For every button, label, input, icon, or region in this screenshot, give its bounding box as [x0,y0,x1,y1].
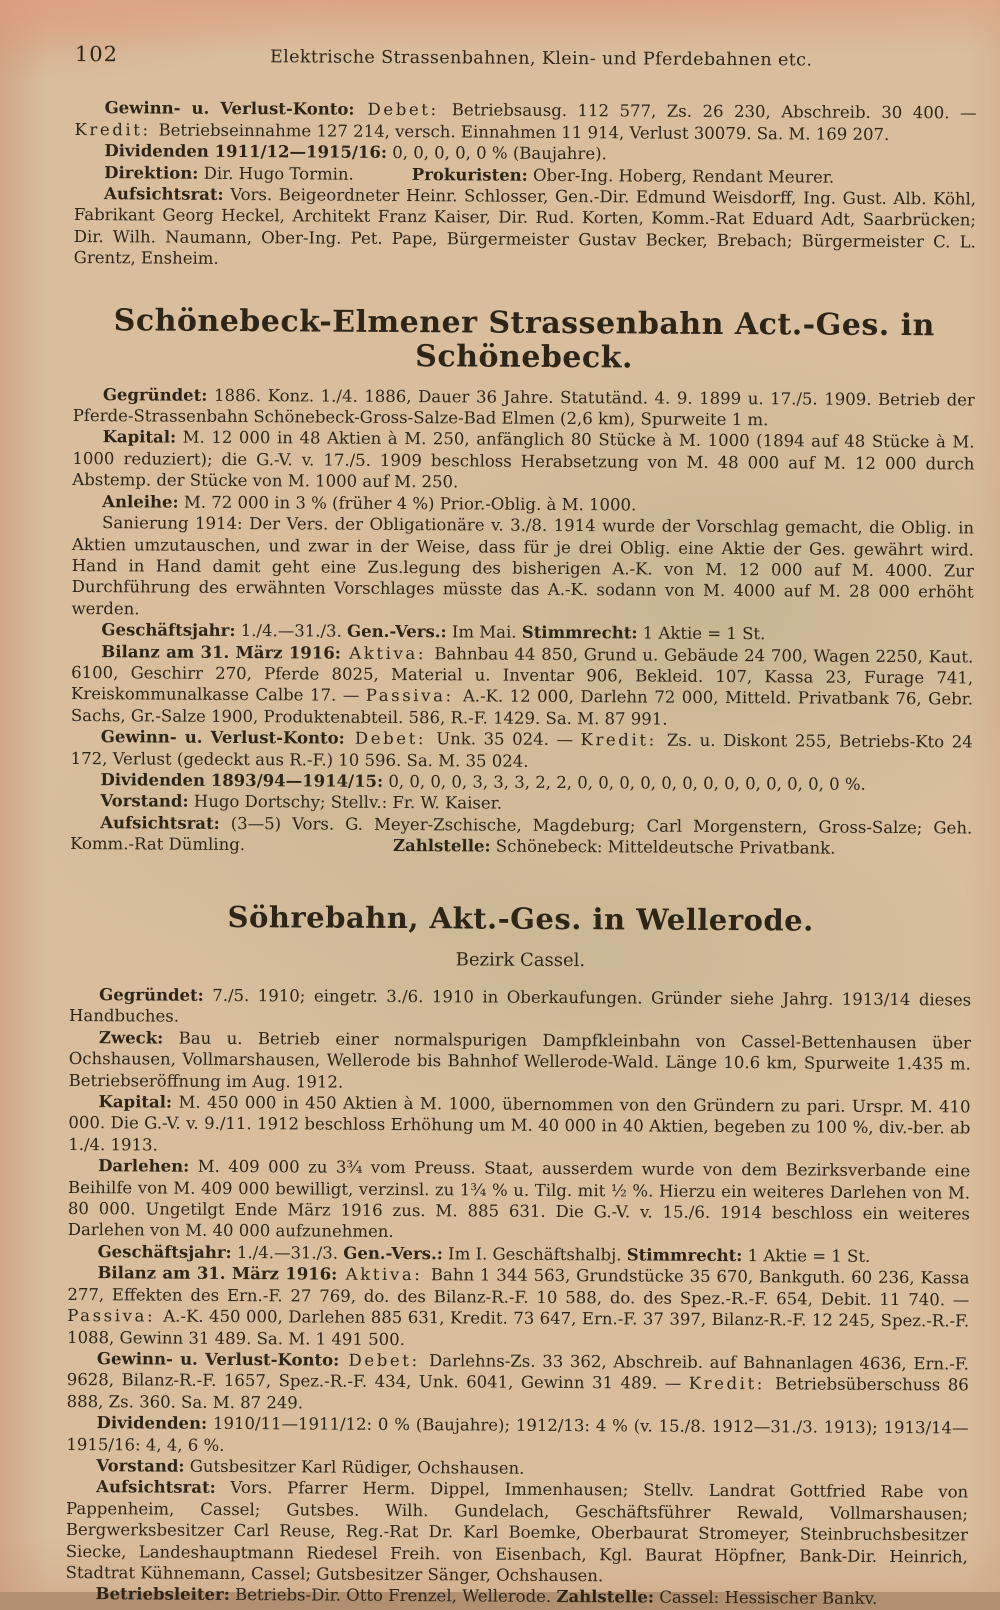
text-segment: 1./4.—31./3. [235,621,347,641]
text-segment: Dir. Hugo Tormin. [198,163,354,183]
text-segment: Betriebsausg. 112 577, Zs. 26 230, Abschreib. 30 400. — [452,101,977,123]
text-segment: Ober-Ing. Hoberg, Rendant Meurer. [528,165,834,186]
page-number: 102 [75,44,118,66]
text-segment: M. 450 000 in 450 Aktien à M. 1000, übernommen von den Gründern zu pari. Urspr. M. 410 000. Die G.-V. v. 9./11. 1912 beschloss Erhöhung um M. 40 000 in 40 Aktien, begeben zu 100 %, div.-ber. ab 1./4. 1913. [68,1093,970,1155]
paragraph [74,97,976,145]
text-segment: Schönebeck: Mitteldeutsche Privatbank. [491,837,836,858]
paragraph [65,1583,967,1610]
text-segment: Aufsichtsrat: [96,1478,216,1498]
page-content [65,44,977,1610]
text-segment: M. 409 000 zu 3¾ vom Preuss. Staat, ausserdem wurde von dem Bezirksverbande eine Beihilfe von M. 409 000 bewilligt, verzinsl. zu 1¾ % u. Tilg. mit ½ %. Hierzu ein weiteres Darlehen von M. 80 000. Ungetilgt Ende März 1916 zus. M. 885 631. Die G.-V. v. 15./6. 1914 beschloss ein weiteres Darlehen von M. 40 000 aufzunehmen. [68,1157,970,1241]
text-segment: Bau u. Betrieb einer normalspurigen Dampfkleinbahn von Cassel-Bettenhausen über Ochshausen, Vollmarshausen, Wellerode bis Bahnhof Wellerode-Wald. Länge 10.6 km, Spurweite 1.435 m. Betriebseröffnung im Aug. 1912. [69,1028,971,1091]
text-segment: Dividenden 1893/94—1914/15: [100,770,383,791]
paragraph [74,183,977,274]
text-segment: Betriebsüberschuss 86 888, Zs. 360. Sa. M. 87 249. [67,1375,969,1413]
text-segment: Kredit: [74,120,158,140]
text-segment: Dividenden 1911/12—1915/16: [104,141,387,162]
text-segment: Unk. 35 024. — [436,729,580,749]
text-segment: Kapital: [103,428,177,447]
text-segment: Dividenden: [97,1413,208,1433]
text-segment: Stimmrecht: [522,623,638,643]
text-segment: Debet: [345,729,437,749]
paragraph [70,812,972,860]
paragraph [66,1412,968,1460]
paragraph [67,1348,969,1418]
text-segment: Debet: [354,100,451,120]
text-segment: Betriebsleiter: [95,1585,229,1605]
paragraph [68,1091,970,1161]
text-segment: Gutsbesitzer Karl Rüdiger, Ochshausen. [184,1457,524,1478]
running-title: Elektrische Strassenbahnen, Klein- und Pferdebahnen etc. [270,47,812,72]
text-segment: Cassel: Hessischer Bankv. [654,1588,877,1608]
text-segment: Passiva: [67,1306,163,1326]
text-segment: Vorstand: [96,1456,184,1476]
page-header [75,44,977,73]
text-segment: Prokuristen: [412,165,528,185]
text-segment: Aktiva: [337,1265,431,1285]
paragraph [67,1262,970,1353]
text-segment: M. 72 000 in 3 % (früher 4 %) Prior.-Oblig. à M. 1000. [179,492,637,514]
paragraph [69,984,971,1032]
text-segment: Hugo Dortschy; Stellv.: Fr. W. Kaiser. [189,792,503,813]
section [70,304,975,860]
text-segment: Aufsichtsrat: [104,184,224,204]
text-segment: 1 Aktie = 1 St. [742,1246,870,1266]
text-segment: Kredit: [580,730,667,750]
paragraph [66,1476,969,1589]
section [65,899,971,1610]
text-segment: 7./5. 1910; eingetr. 3./6. 1910 in Oberkaufungen. Gründer siehe Jahrg. 1913/14 dieses Handbuches. [69,986,971,1026]
text-segment: Gegründet: [103,385,208,405]
text-segment: Geschäftsjahr: [101,620,235,640]
paragraph [68,1155,971,1246]
paragraph [72,426,974,496]
section-heading: Söhrebahn, Akt.-Ges. in Wellerode. [70,899,972,939]
text-segment: Zahlstelle: [393,836,491,856]
text-segment: Betriebseinnahme 127 214, versch. Einnahmen 11 914, Verlust 30079. Sa. M. 169 207. [158,120,889,143]
text-segment: Zs. u. Diskont 255, Betriebs-Kto 24 172, Verlust (gedeckt aus R.-F.) 10 596. Sa. M. 35 024. [71,731,973,771]
text-segment: Passiva: [366,686,463,706]
text-segment: Kapital: [98,1092,172,1111]
text-segment: Vorstand: [100,792,188,812]
text-segment: A.-K. 12 000, Darlehn 72 000, Mitteld. Privatbank 76, Gebr. Sachs, Gr.-Salze 1900, Produktenabteil. 586, R.-F. 1429. Sa. M. 87 991. [71,687,973,729]
text-segment: Geschäftsjahr: [98,1242,232,1262]
text-segment: 1886. Konz. 1./4. 1886, Dauer 36 Jahre. Statutänd. 4. 9. 1899 u. 17./5. 1909. Betrieb der Pferde-Strassenbahn Schönebeck-Gross-Salze-Bad Elmen (2,6 km), Spurweite 1 m. [73,385,975,429]
text-segment: Im I. Geschäftshalbj. [443,1244,627,1264]
text-segment: Aufsichtsrat: [100,813,220,833]
text-segment: 1./4.—31./3. [232,1243,344,1263]
text-segment: Gen.-Vers.: [343,1244,443,1264]
text-segment: Bilanz am 31. März 1916: [97,1263,337,1283]
text-segment: Gewinn- u. Verlust-Konto: [105,99,355,120]
text-segment: 0, 0, 0, 0, 0 % (Baujahre). [387,143,607,163]
text-segment: Darlehen: [98,1156,189,1176]
paragraph [73,384,975,432]
text-segment: Kredit: [689,1374,775,1394]
section-subheading: Bezirk Cassel. [69,947,971,974]
text-segment: Direktion: [104,163,198,183]
text-segment: Darlehns-Zs. 33 362, Abschreib. auf Bahnanlagen 4636, Ern.-F. 9628, Bilanz-R.-F. 1657, Spez.-R.-F. 434, Unk. 6041, Gewinn 31 489. — [67,1351,969,1393]
section [74,97,977,274]
text-segment: (3—5) Vors. G. Meyer-Zschische, Magdeburg; Carl Morgenstern, Gross-Salze; Geh. Komm.-Rat Dümling. [70,814,972,855]
text-segment: Gewinn- u. Verlust-Konto: [101,727,345,747]
text-segment: 1910/11—1911/12: 0 % (Baujahre); 1912/13: 4 % (v. 15./8. 1912—31./3. 1913); 1913/14—1915/16: 4, 4, 6 %. [66,1414,968,1455]
paragraph [71,726,973,774]
text-segment: Bahn 1 344 563, Grundstücke 35 670, Bankguth. 60 236, Kassa 277, Effekten des Ern.-F. 27 769, do. des Bilanz-R.-F. 10 588, do. des Spez.-R.-F. 654, Debit. 11 740. — [67,1265,969,1309]
text-segment: Vors. Pfarrer Herm. Dippel, Immenhausen; Stellv. Landrat Gottfried Rabe von Pappenheim, Cassel; Gutsbes. Wilh. Gundelach, Geschäftsführer Rewald, Vollmarshausen; Bergwerksbesitzer Carl Reuse, Reg.-Rat Dr. Karl Boemke, Oberbaurat Stromeyer, Steinbruchsbesitzer Siecke, Landeshauptmann Riedesel Freih. von Eisenbach, Kgl. Baurat Höpfner, Bank-Dir. Heinrich, Stadtrat Kühnemann, Cassel; Gutsbesitzer Sänger, Ochshausen. [66,1478,969,1585]
text-segment: Aktiva: [341,643,435,663]
text-segment: Gewinn- u. Verlust-Konto: [97,1349,339,1369]
text-segment: 0, 0, 0, 0, 3, 3, 3, 2, 2, 0, 0, 0, 0, 0, 0, 0, 0, 0, 0, 0, 0, 0 %. [383,772,866,794]
text-segment: Gegründet: [99,985,204,1005]
text-segment: Zweck: [99,1028,163,1047]
paragraph [71,641,974,732]
section-heading: Schönebeck-Elmener Strassenbahn Act.-Ges. in Schönebeck. [73,304,975,378]
text-segment: M. 12 000 in 48 Aktien à M. 250, anfänglich 80 Stücke à M. 1000 (1894 auf 48 Stücke à M. 1000 reduziert); die G.-V. v. 17./5. 1909 beschloss Herabsetzung von M. 48 000 auf M. 12 000 durch Abstemp. der Stücke von M. 1000 auf M. 250. [72,428,974,492]
text-segment: Sanierung 1914: Der Vers. der Obligationäre v. 3./8. 1914 wurde der Vorschlag gemacht, die Oblig. in Aktien umzutauschen, und zwar in der Weise, dass für je drei Oblig. eine Aktie der Ges. gewährt wird. Hand in Hand damit geht eine Zus.legung des bisherigen A.-K. von M. 12 000 auf M. 4000. Zur Durchführung des erwähnten Vorschlages müsste das A.-K. sodann von M. 4000 auf M. 28 000 erhöht werden. [71,513,974,618]
spacer [245,850,393,851]
text-segment: Zahlstelle: [556,1587,654,1607]
text-segment: A.-K. 450 000, Darlehen 885 631, Kredit. 73 647, Ern.-F. 37 397, Bilanz-R.-F. 12 245, Spez.-R.-F. 1088, Gewinn 31 489. Sa. M. 1 491 500. [67,1307,969,1349]
text-segment: Anleihe: [102,492,179,511]
text-segment: Gen.-Vers.: [347,622,447,642]
text-segment: Betriebs-Dir. Otto Frenzel, Wellerode. [230,1585,557,1606]
text-segment: Im Mai. [447,622,522,641]
text-segment: 1 Aktie = 1 St. [637,624,765,644]
text-segment: Bahnbau 44 850, Grund u. Gebäude 24 700, Wagen 2250, Kaut. 6100, Geschirr 270, Pferde 8025, Material u. Inventar 906, Bekleid. 107, Kassa 23, Furage 741, Kreiskommunalkasse Calbe 17. — [71,644,973,705]
text-segment: Debet: [339,1351,429,1371]
text-segment: Bilanz am 31. März 1916: [101,642,341,662]
text-segment: Vors. Beigeordneter Heinr. Schlosser, Gen.-Dir. Edmund Weisdorff, Ing. Gust. Alb. Köhl, Fabrikant Georg Heckel, Architekt Franz Kaiser, Dir. Rud. Korten, Komm.-Rat Eduard Adt, Saarbrücken; Dir. Wilh. Naumann, Ober-Ing. Pet. Pape, Bürgermeister Gustav Becker, Brebach; Bürgermeister C. L. Grentz, Ensheim. [74,185,976,268]
text-segment: Stimmrecht: [627,1245,743,1265]
paragraph [71,512,974,625]
paragraph [69,1027,971,1097]
sections [65,97,976,1610]
